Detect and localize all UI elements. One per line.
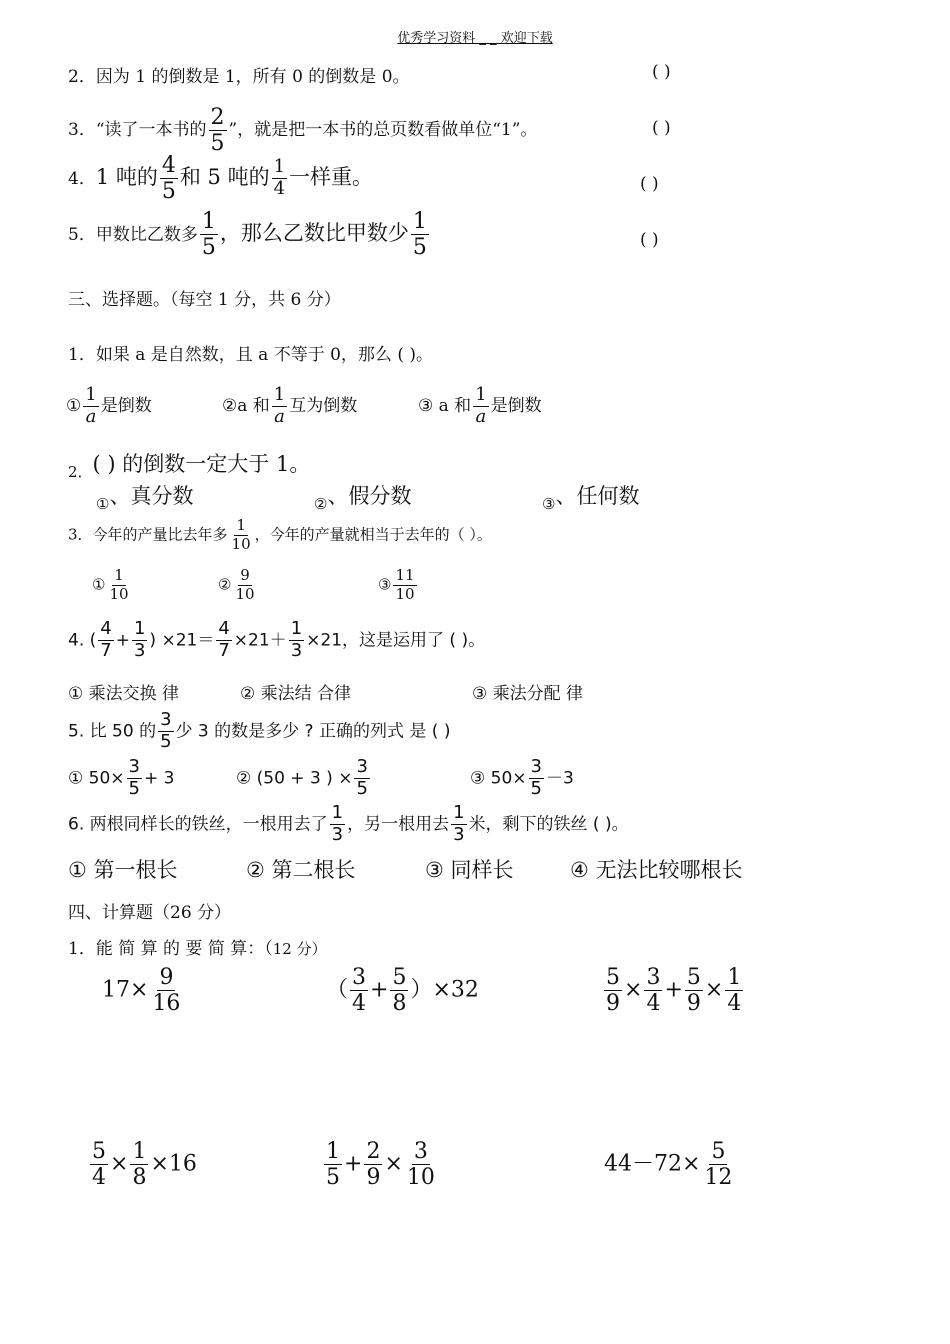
q4-option-3[interactable]: ③ 乘法分配 律 <box>472 684 584 704</box>
fraction: $\frac{1}{4}$ <box>727 965 742 1017</box>
fraction: $\frac{1}{4}$ <box>273 156 286 200</box>
q6-option-2[interactable]: ② 第二根长 <box>246 858 356 882</box>
header-text: 优秀学习资料 _ _ 欢迎下载 <box>397 31 553 46</box>
choice-q6: 6. 两根同样长的铁丝，一根用去了 $\frac{1}{3}$ ，另一根用去 $\frac{1}{3}$ 米，剩下的铁丝 ( )。 <box>68 802 629 845</box>
q1-option-3[interactable]: ③ a 和 $\frac{1}{a}$ 是倒数 <box>418 384 542 427</box>
judge-item-2 <box>68 62 410 87</box>
fraction: $\frac{4}{7}$ <box>218 618 230 661</box>
answer-paren[interactable]: ( ) <box>652 62 671 82</box>
calc-expr-2: （ $\frac{3}{4}$ + $\frac{5}{8}$ ）×32 <box>326 965 479 1017</box>
q3-option-1[interactable]: ① $\frac{1}{10}$ <box>92 566 129 603</box>
fraction: $\frac{5}{8}$ <box>392 965 407 1017</box>
fraction: $\frac{4}{7}$ <box>100 618 112 661</box>
calc-expr-4: $\frac{5}{4}$ × $\frac{1}{8}$ ×16 <box>92 1139 197 1191</box>
q5-option-1[interactable]: ① 50× $\frac{3}{5}$ + 3 <box>68 756 175 799</box>
q2-option-3[interactable]: $_③$、任何数 <box>542 484 640 513</box>
fraction: $\frac{1}{3}$ <box>331 802 344 845</box>
fraction: $\frac{3}{5}$ <box>160 709 172 752</box>
answer-paren[interactable]: ( ) <box>640 230 659 250</box>
fraction: $\frac{1}{5}$ <box>326 1139 340 1191</box>
choice-q5: 5. 比 50 的 $\frac{3}{5}$ 少 3 的数是多少 ? 正确的列式 是 ( ) <box>68 709 451 752</box>
section-heading-choice: 三、选择题。（每空 1 分，共 6 分） <box>68 290 341 310</box>
fraction: $\frac{11}{10}$ <box>395 566 415 603</box>
item-text: 因为 1 的倒数是 1，所有 0 的倒数是 0。 <box>95 67 410 87</box>
item-text: 和 5 吨的 <box>179 165 270 190</box>
q3-option-3[interactable]: ③ $\frac{11}{10}$ <box>378 566 415 603</box>
item-number: 5． <box>68 225 96 246</box>
fraction: $\frac{5}{12}$ <box>704 1139 733 1191</box>
fraction: $\frac{3}{4}$ <box>352 965 367 1017</box>
q1-option-2[interactable]: ②a 和 $\frac{1}{a}$ 互为倒数 <box>222 384 358 427</box>
item-text: 1 吨的 <box>95 165 158 190</box>
section-heading-calc: 四、计算题（26 分） <box>68 903 232 923</box>
item-number: 3． <box>68 120 96 141</box>
calc-expr-1: 17× $\frac{9}{16}$ <box>102 965 181 1017</box>
calc-expr-3: $\frac{5}{9}$ × $\frac{3}{4}$ + $\frac{5}{9}$ × $\frac{1}{4}$ <box>606 965 742 1017</box>
fraction: $\frac{3}{4}$ <box>646 965 661 1017</box>
fraction: $\frac{1}{a}$ <box>85 384 97 427</box>
q5-option-3[interactable]: ③ 50× $\frac{3}{5}$ －3 <box>470 756 574 799</box>
item-text: ，那么乙数比甲数少 <box>219 221 409 246</box>
fraction: $\frac{1}{8}$ <box>132 1139 147 1191</box>
answer-paren[interactable]: ( ) <box>640 174 659 194</box>
fraction: $\frac{1}{a}$ <box>475 384 487 427</box>
fraction: $\frac{2}{5}$ <box>210 105 225 157</box>
calc-subheading: 1．能 简 算 的 要 简 算：（12 分） <box>68 939 327 959</box>
fraction: $\frac{3}{5}$ <box>530 756 542 799</box>
item-text: 一样重。 <box>289 165 374 190</box>
fraction: $\frac{9}{10}$ <box>235 566 255 603</box>
fraction: $\frac{4}{5}$ <box>161 153 176 205</box>
fraction: $\frac{1}{5}$ <box>412 209 427 261</box>
fraction: $\frac{3}{10}$ <box>406 1139 435 1191</box>
q2-option-1[interactable]: $_①$、真分数 <box>96 484 194 513</box>
choice-q3: 3．今年的产量比去年多 $\frac{1}{10}$ ，今年的产量就相当于去年的（ ）。 <box>68 516 492 553</box>
item-number: 2． <box>68 67 96 87</box>
fraction: $\frac{3}{5}$ <box>356 756 368 799</box>
answer-paren[interactable]: ( ) <box>652 118 671 138</box>
fraction: $\frac{1}{5}$ <box>201 209 216 261</box>
q5-option-2[interactable]: ② (50 + 3 ) × $\frac{3}{5}$ <box>236 756 368 799</box>
fraction: $\frac{5}{9}$ <box>606 965 620 1017</box>
fraction: $\frac{2}{9}$ <box>366 1139 381 1191</box>
item-text: ”，就是把一本书的总页数看做单位“1”。 <box>228 120 538 141</box>
fraction: $\frac{1}{10}$ <box>109 566 129 603</box>
judge-item-3 <box>68 106 537 155</box>
judge-item-5 <box>68 210 431 259</box>
fraction: $\frac{1}{3}$ <box>133 618 146 661</box>
q6-option-4[interactable]: ④ 无法比较哪根长 <box>570 858 743 882</box>
q6-option-1[interactable]: ① 第一根长 <box>68 858 178 882</box>
judge-item-4 <box>68 154 373 203</box>
fraction: $\frac{1}{3}$ <box>290 618 303 661</box>
choice-q2: 2．( ) 的倒数一定大于 1。 <box>68 452 311 481</box>
page-header <box>0 27 950 46</box>
fraction: $\frac{9}{16}$ <box>152 965 181 1017</box>
fraction: $\frac{1}{a}$ <box>273 384 286 427</box>
q3-option-2[interactable]: ② $\frac{9}{10}$ <box>218 566 255 603</box>
q6-option-3[interactable]: ③ 同样长 <box>425 858 514 882</box>
q4-option-1[interactable]: ① 乘法交换 律 <box>68 684 180 704</box>
q1-option-1[interactable]: ① $\frac{1}{a}$ 是倒数 <box>66 384 152 427</box>
choice-q4: 4. ( $\frac{4}{7}$ + $\frac{1}{3}$ ) ×21＝ $\frac{4}{7}$ ×21＋ $\frac{1}{3}$ ×21，这是运用了 ( )。 <box>68 618 486 661</box>
q4-option-2[interactable]: ② 乘法结 合律 <box>240 684 352 704</box>
calc-expr-5: $\frac{1}{5}$ + $\frac{2}{9}$ × $\frac{3}{10}$ <box>326 1139 435 1191</box>
fraction: $\frac{3}{5}$ <box>128 756 140 799</box>
fraction: $\frac{1}{10}$ <box>231 516 251 553</box>
q2-option-2[interactable]: $_②$、假分数 <box>314 484 412 513</box>
choice-q1: 1．如果 a 是自然数，且 a 不等于 0，那么 ( )。 <box>68 345 433 365</box>
item-number: 4． <box>68 169 96 190</box>
item-text: “读了一本书的 <box>95 120 207 141</box>
fraction: $\frac{5}{4}$ <box>92 1139 106 1191</box>
calc-expr-6: 44－72× $\frac{5}{12}$ <box>604 1139 733 1191</box>
item-text: 甲数比乙数多 <box>95 225 198 246</box>
fraction: $\frac{1}{3}$ <box>453 802 465 845</box>
fraction: $\frac{5}{9}$ <box>686 965 701 1017</box>
